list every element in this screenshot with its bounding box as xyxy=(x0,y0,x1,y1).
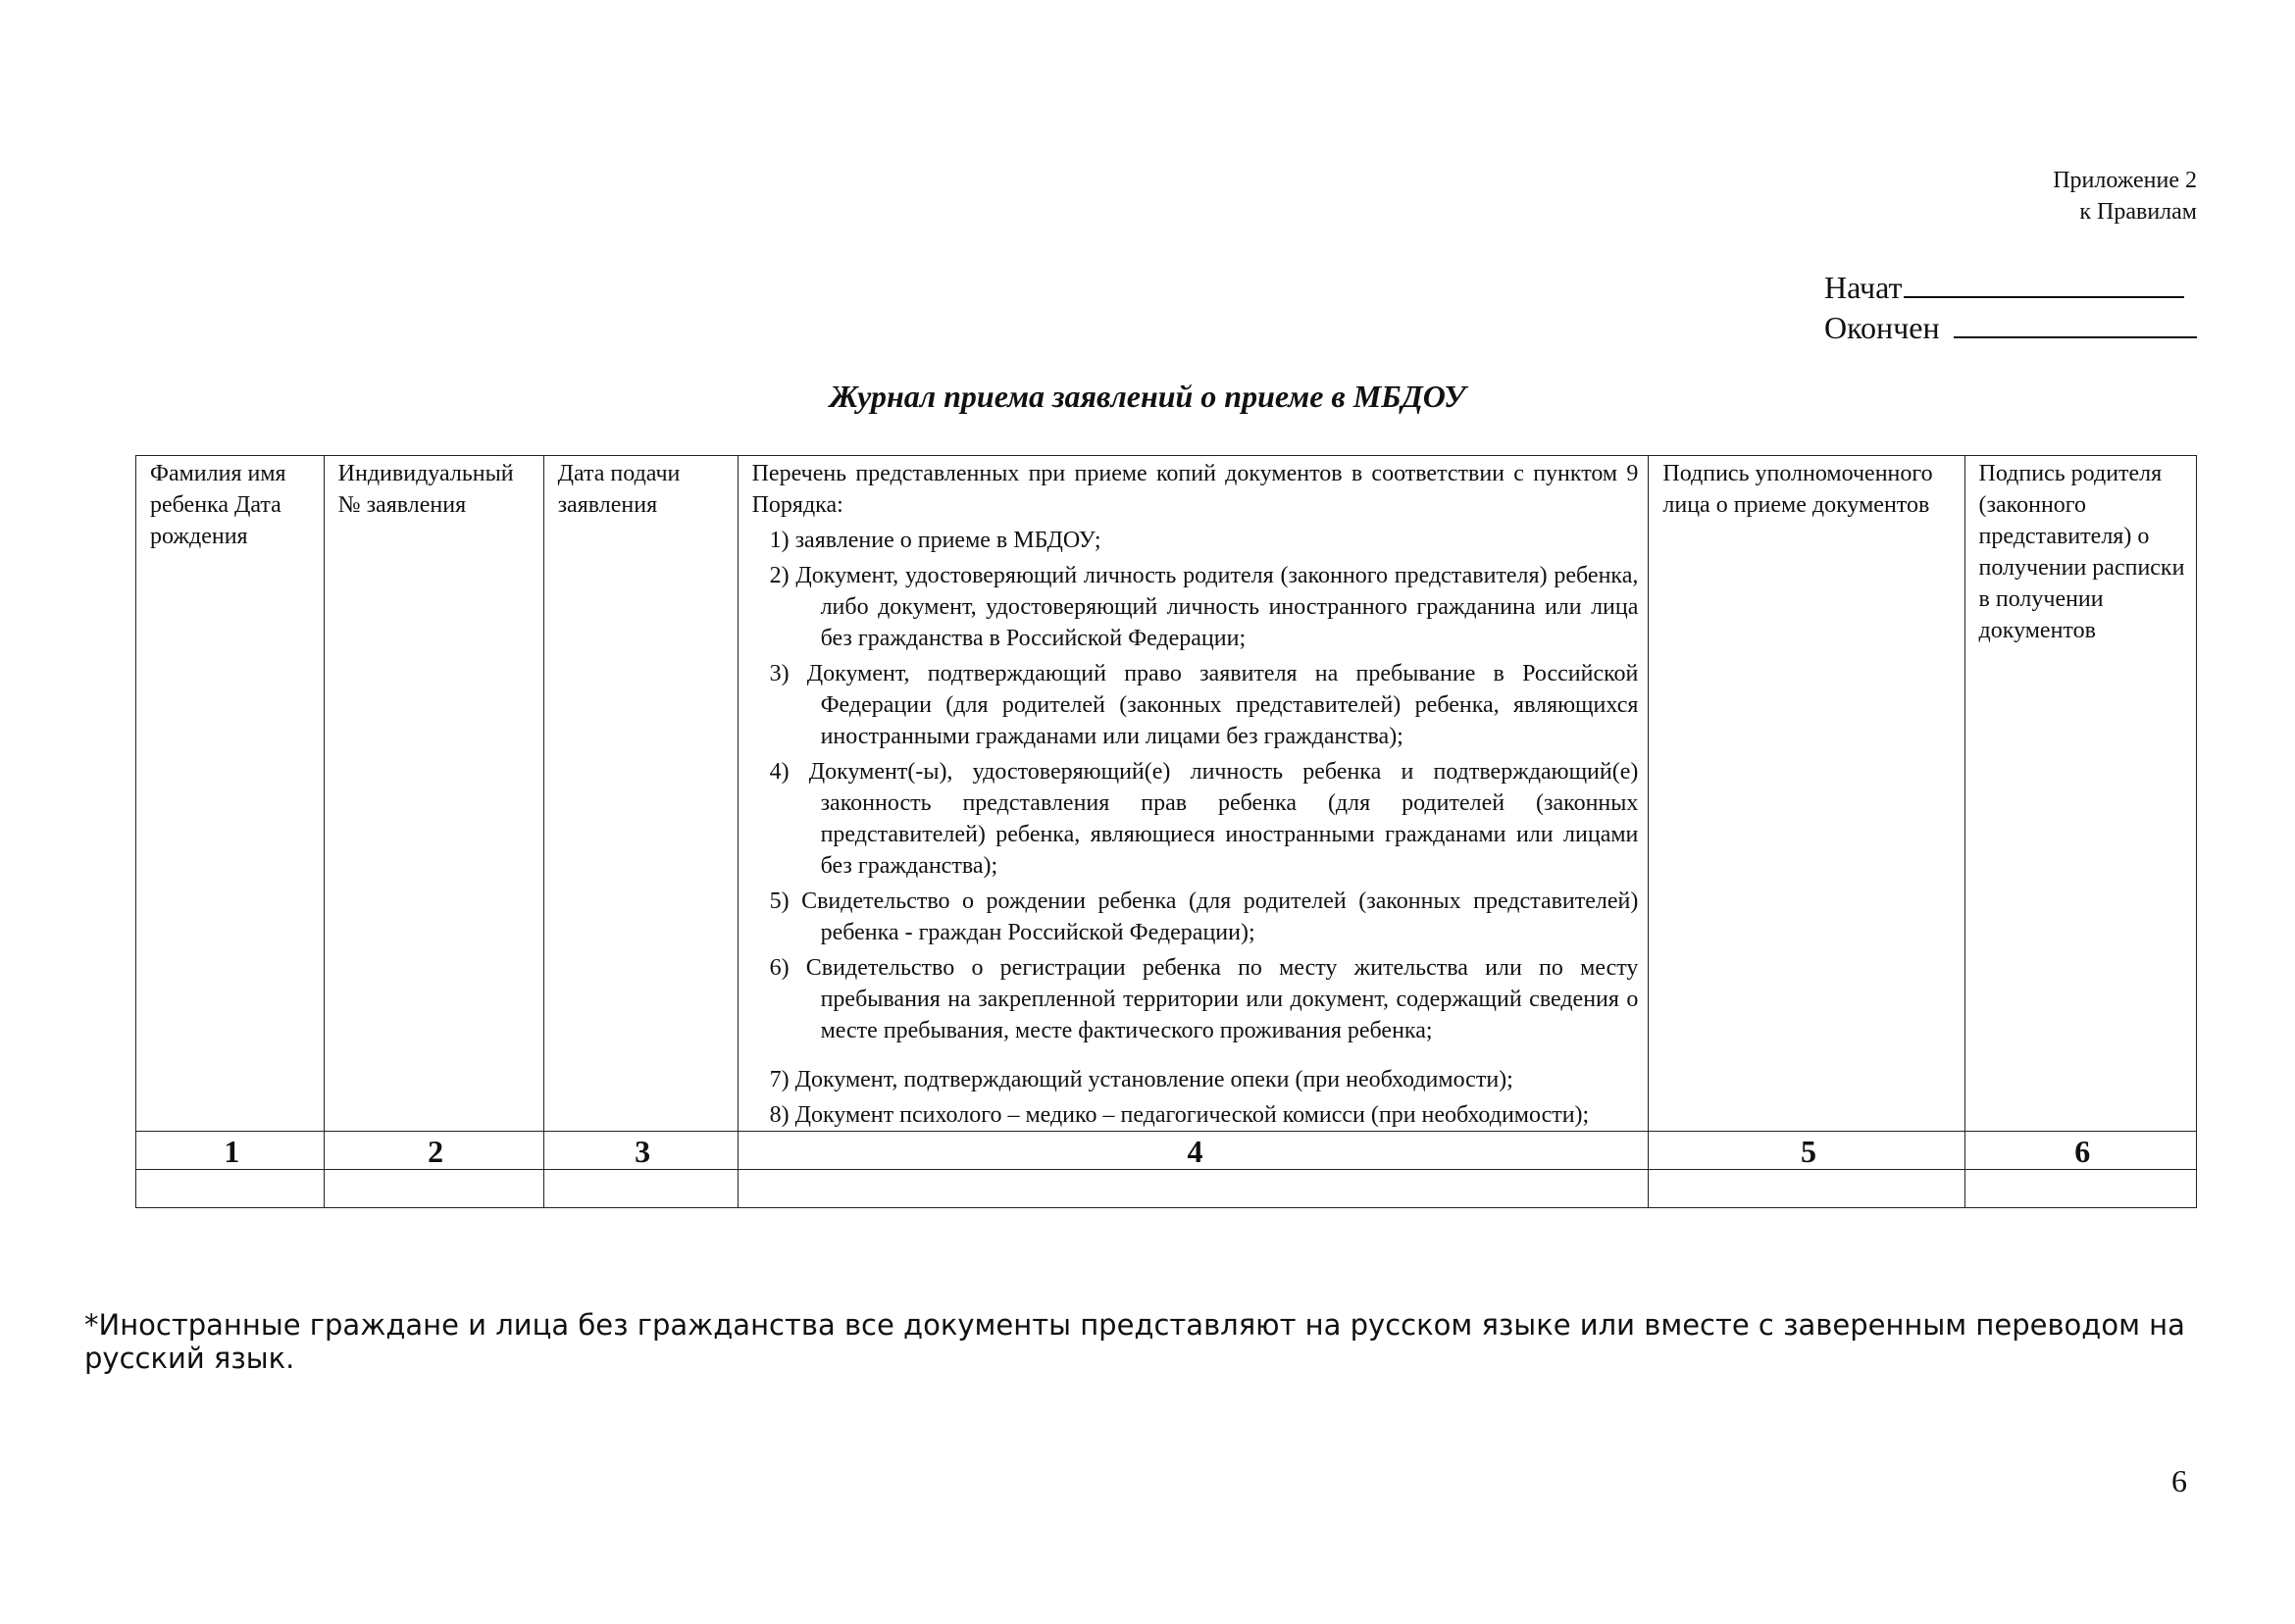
empty-cell[interactable] xyxy=(738,1170,1649,1208)
finished-label: Окончен xyxy=(1824,310,1940,345)
col1-header: Фамилия имя ребенка Дата рождения xyxy=(136,456,325,1132)
column-number: 2 xyxy=(324,1132,543,1170)
document-list-item: 5) Свидетельство о рождении ребенка (для родителей (законных представителей) ребенка - граждан Российской Федерации); xyxy=(769,888,1639,945)
empty-cell[interactable] xyxy=(136,1170,325,1208)
column-number: 5 xyxy=(1649,1132,1964,1170)
col4-intro: Перечень представленных при приеме копий документов в соответствии с пунктом 9 Порядка: xyxy=(751,461,1639,518)
empty-cell[interactable] xyxy=(1649,1170,1964,1208)
document-list-item: 8) Документ психолого – медико – педагогической комисси (при необходимости); xyxy=(769,1102,1590,1128)
empty-entry-row xyxy=(136,1170,2197,1208)
column-number: 3 xyxy=(543,1132,738,1170)
col4-header xyxy=(738,456,1649,1132)
column-number-row xyxy=(136,1132,2197,1170)
document-list-item: 2) Документ, удостоверяющий личность родителя (законного представителя) ребенка, либо документ, удостоверяющий личность иностранного гражданина или лица без гражданства в Российской Федерации; xyxy=(769,563,1639,651)
col3-header: Дата подачи заявления xyxy=(543,456,738,1132)
document-list-item: 1) заявление о приеме в МБДОУ; xyxy=(769,528,1101,553)
empty-cell[interactable] xyxy=(324,1170,543,1208)
appendix-line-1: Приложение 2 xyxy=(2053,168,2197,193)
finished-blank-line xyxy=(1954,307,2197,338)
appendix-reference xyxy=(2053,165,2197,228)
document-list-item: 4) Документ(-ы), удостоверяющий(е) личность ребенка и подтверждающий(е) законность представления прав ребенка (для родителей (законных представителей) ребенка, являющиеся иностранными гражданами или лицами без гражданства); xyxy=(769,759,1639,879)
document-list-item: 6) Свидетельство о регистрации ребенка по месту жительства или по месту пребывания на закрепленной территории или документ, содержащий сведения о месте пребывания, месте фактического проживания ребенка; xyxy=(769,955,1639,1043)
journal-table xyxy=(135,455,2197,1208)
column-number: 6 xyxy=(1964,1132,2196,1170)
footnote: *Иностранные граждане и лица без гражданства все документы представляют на русском языке или вместе с заверенным переводом на русский язык. xyxy=(84,1308,2185,1375)
appendix-line-2: к Правилам xyxy=(2079,199,2197,225)
col2-header: Индивидуальный № заявления xyxy=(324,456,543,1132)
page-number: 6 xyxy=(2171,1463,2187,1498)
empty-cell[interactable] xyxy=(543,1170,738,1208)
empty-cell[interactable] xyxy=(1964,1170,2196,1208)
started-row xyxy=(1824,267,2197,307)
started-blank-line xyxy=(1904,267,2184,298)
col6-header: Подпись родителя (законного представителя) о получении расписки в получении документов xyxy=(1964,456,2196,1132)
column-number: 4 xyxy=(738,1132,1649,1170)
finished-row xyxy=(1824,307,2197,347)
started-label: Начат xyxy=(1824,270,1903,305)
document-list-item: 3) Документ, подтверждающий право заявителя на пребывание в Российской Федерации (для родителей (законных представителей) ребенка, являющихся иностранными гражданами или лицами без гражданства); xyxy=(769,661,1639,749)
page-title: Журнал приема заявлений о приеме в МБДОУ xyxy=(829,379,1466,414)
journal-dates xyxy=(1824,267,2197,347)
header-row xyxy=(136,456,2197,1132)
column-number: 1 xyxy=(136,1132,325,1170)
col5-header: Подпись уполномоченного лица о приеме документов xyxy=(1649,456,1964,1132)
document-list-item: 7) Документ, подтверждающий установление опеки (при необходимости); xyxy=(769,1067,1513,1092)
